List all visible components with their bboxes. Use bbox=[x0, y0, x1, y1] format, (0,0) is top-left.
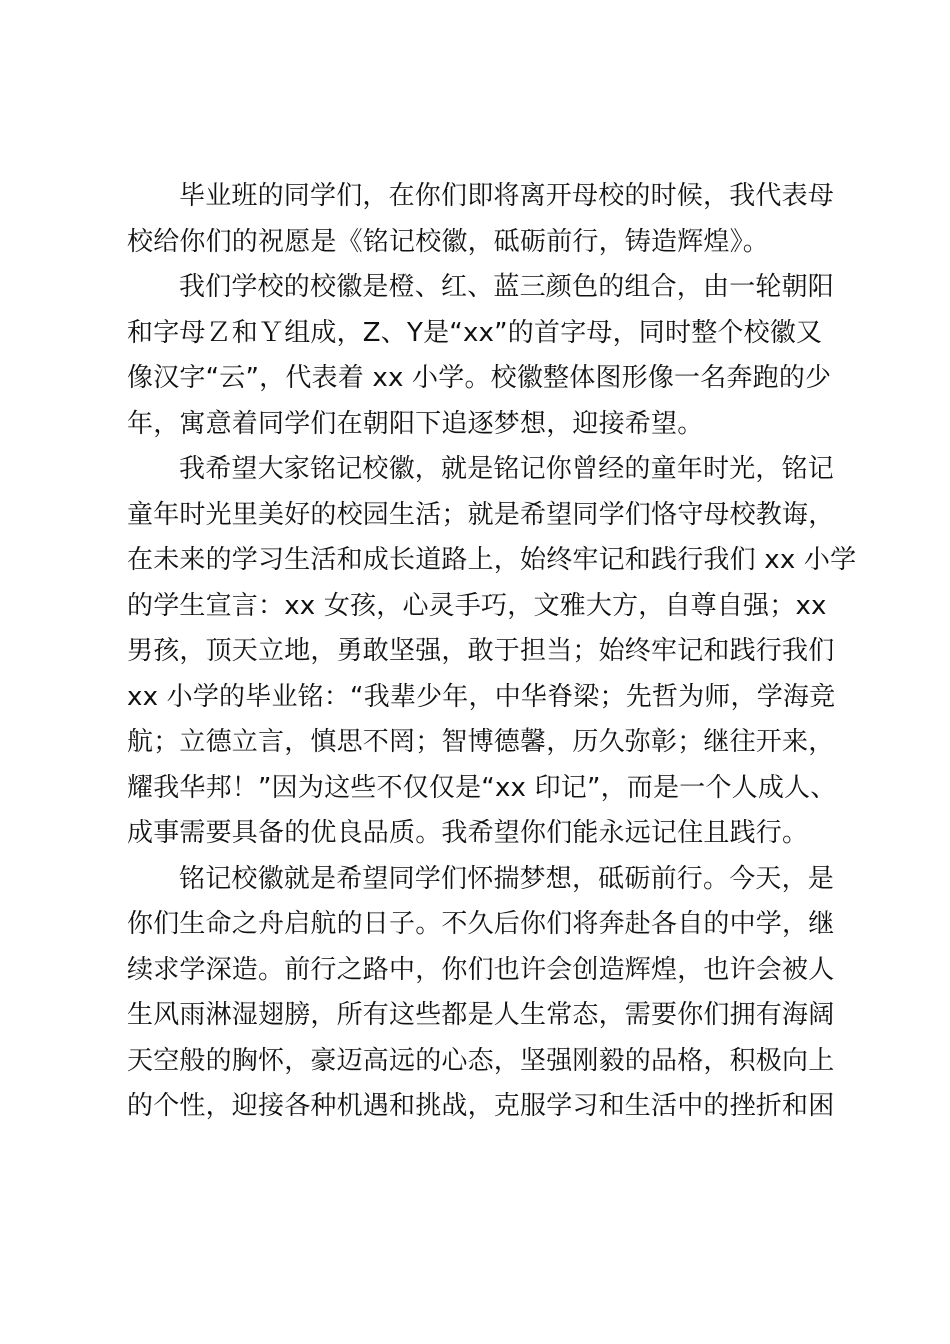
text-line: 你们生命之舟启航的日子。不久后你们将奔赴各自的中学，继 bbox=[127, 909, 835, 939]
text-line: xx 小学的毕业铭：“我辈少年，中华脊梁；先哲为师，学海竞 bbox=[127, 681, 836, 712]
text-line: 铭记校徽就是希望同学们怀揣梦想，砥砺前行。今天，是 bbox=[179, 863, 835, 894]
text-line: 男孩，顶天立地，勇敢坚强，敢于担当；始终牢记和践行我们 bbox=[127, 636, 835, 666]
text-line: 童年时光里美好的校园生活；就是希望同学们恪守母校教诲， bbox=[127, 499, 835, 530]
text-line: 和字母Ｚ和Ｙ组成，Z、Y是“xx”的首字母，同时整个校徽又 bbox=[127, 317, 823, 348]
text-line: 续求学深造。前行之路中，你们也许会创造辉煌，也许会被人 bbox=[127, 954, 835, 985]
text-line: 的个性，迎接各种机遇和挑战，克服学习和生活中的挫折和困 bbox=[127, 1091, 835, 1121]
text-line: 航；立德立言，慎思不罔；智博德馨，历久弥彰；继往开来， bbox=[127, 727, 835, 757]
text-line: 生风雨淋湿翅膀，所有这些都是人生常态，需要你们拥有海阔 bbox=[127, 1000, 835, 1030]
paragraph-2 bbox=[127, 265, 847, 447]
text-line: 校给你们的祝愿是《铭记校徽，砥砺前行，铸造辉煌》。 bbox=[127, 226, 770, 257]
text-line: 像汉字“云”，代表着 xx 小学。校徽整体图形像一名奔跑的少 bbox=[127, 363, 832, 393]
text-line: 耀我华邦！”因为这些不仅仅是“xx 印记”，而是一个人成人、 bbox=[127, 772, 837, 803]
document-body bbox=[127, 174, 857, 1130]
text-line: 成事需要具备的优良品质。我希望你们能永远记住且践行。 bbox=[127, 818, 809, 848]
text-line: 我们学校的校徽是橙、红、蓝三颜色的组合，由一轮朝阳 bbox=[179, 272, 835, 302]
text-line: 我希望大家铭记校徽，就是铭记你曾经的童年时光，铭记 bbox=[179, 454, 835, 484]
text-line: 的学生宣言：xx 女孩，心灵手巧，文雅大方，自尊自强；xx bbox=[127, 590, 827, 621]
paragraph-4 bbox=[127, 857, 847, 1130]
text-line: 天空般的胸怀，豪迈高远的心态，坚强刚毅的品格，积极向上 bbox=[127, 1045, 835, 1076]
text-line: 在未来的学习生活和成长道路上，始终牢记和践行我们 xx 小学 bbox=[127, 545, 857, 575]
paragraph-3 bbox=[127, 447, 857, 857]
text-line: 毕业班的同学们，在你们即将离开母校的时候，我代表母 bbox=[179, 181, 835, 211]
paragraph-1 bbox=[127, 174, 847, 265]
text-line: 年，寓意着同学们在朝阳下追逐梦想，迎接希望。 bbox=[127, 408, 704, 439]
